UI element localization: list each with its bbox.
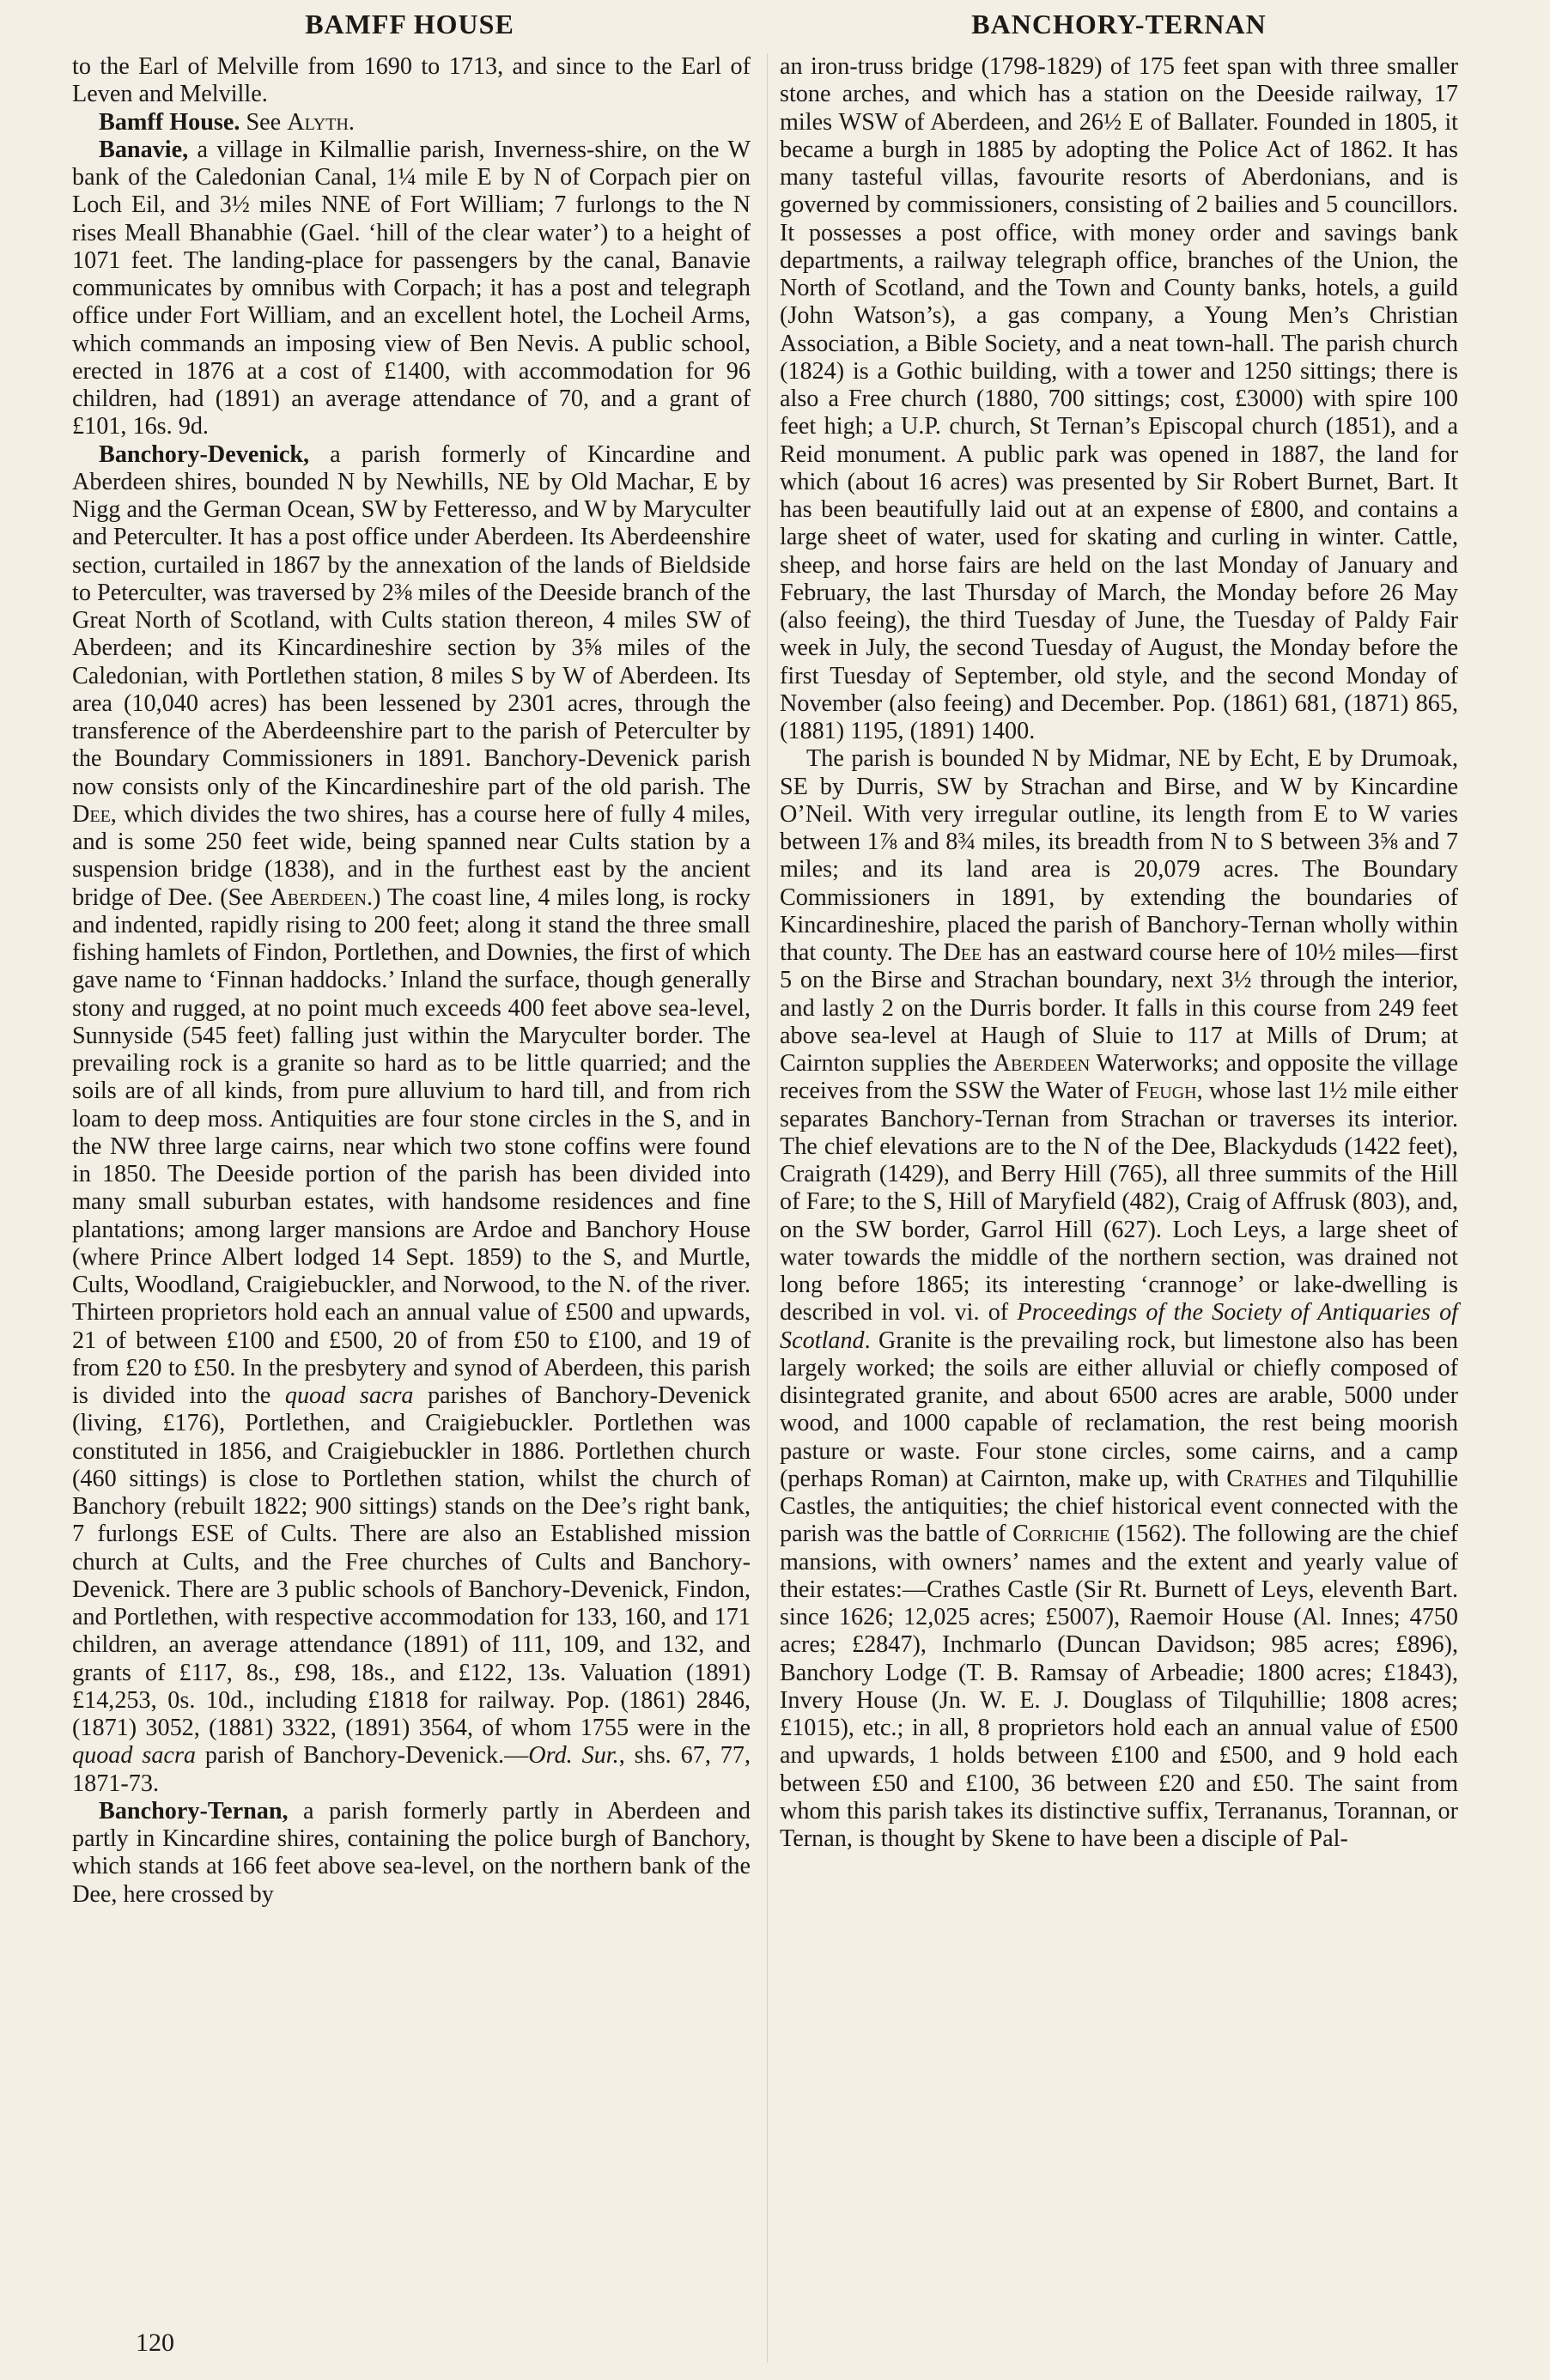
column-gutter: [767, 53, 768, 2363]
paragraph-text: , which divides the two shires, has a course here of fully 4 miles, and is some 250 feet wide, being spanned near Cults station by a suspension bridge (1838), and in the furthest east by the ancient bridge of Dee. (See: [72, 800, 751, 911]
continued-paragraph: [72, 53, 751, 109]
paragraph-text: has an eastward course here of 10½ miles—first 5 on the Birse and Strachan boundary, next 3½ through the interior, and lastly 2 on the Durris border. It falls in this course from 249 feet above sea-level at Haugh of Sluie to 117 at Mills of Drum; at Cairnton supplies the: [780, 939, 1459, 1077]
cross-reference: Aberdeen: [993, 1050, 1091, 1077]
paragraph-text: . Granite is the prevailing rock, but limestone also has been largely worked; the soils are either alluvial or chiefly composed of disintegrated granite, and about 6500 acres are arable, 5000 under wood, and 1000 capable of reclamation, the rest being moorish pasture or waste. Four stone circles, some cairns, and a camp (perhaps Roman) at Cairnton, make up, with: [780, 1327, 1458, 1492]
paragraph-text: and Tilquhillie Castles, the antiquities; the chief historical event connected with the parish was the battle of: [780, 1465, 1458, 1548]
paragraph-text: to the Earl of Melville from 1690 to 1713, and since to the Earl of Leven and Melville.: [72, 53, 751, 108]
gazetteer-entry: [72, 1798, 751, 1909]
cross-reference: Feugh: [1135, 1078, 1197, 1105]
page-number: 120: [136, 2328, 174, 2357]
entry-headword: Bamff House.: [99, 108, 240, 136]
entry-headword: Banchory-Devenick,: [99, 440, 310, 468]
cross-reference: Alyth: [287, 108, 349, 136]
paragraph-text: The parish is bounded N by Midmar, NE by Echt, E by Drumoak, SE by Durris, SW by Strachan and Birse, and W by Kincardine O’Neil. With very irregular outline, its length from E to W varies between 1⅞ and 8¾ miles, its breadth from N to S between 3⅝ and 7 miles; and its land area is 20,079 acres. The Boundary Commissioners in 1891, by extending the boundaries of Kincardineshire, placed the parish of Banchory-Ternan wholly within that county. The: [780, 745, 1458, 966]
paragraph-text: .) The coast line, 4 miles long, is rocky and indented, rapidly rising to 200 feet; along it stand the three small fishing hamlets of Findon, Portlethen, and Downies, the first of which gave name to ‘Finnan haddocks.’ Inland the surface, though generally stony and rugged, at no point much exceeds 400 feet above sea-level, Sunnyside (545 feet) falling just within the Maryculter border. The prevailing rock is a granite so hard as to be little quarried; and the soils are of all kinds, from pure alluvium to hard till, and from rich loam to deep moss. Antiquities are four stone circles in the S, and in the NW three large cairns, near which two stone coffins were found in 1850. The Deeside portion of the parish has been divided into many small suburban estates, with handsome residences and fine plantations; among larger mansions are Ardoe and Banchory House (where Prince Albert lodged 14 Sept. 1859) to the S, and Murtle, Cults, Woodland, Craigiebuckler, and Norwood, to the N. of the river. Thirteen proprietors hold each an annual value of £500 and upwards, 21 of between £100 and £500, 20 of from £50 to £100, and 19 of from £20 to £50. In the presbytery and synod of Aberdeen, this parish is divided into the: [72, 883, 751, 1409]
entry-headword: Banavie,: [99, 136, 189, 163]
paragraph-text: a village in Kilmallie parish, Inverness-shire, on the W bank of the Caledonian Canal, 1¼ mile E by N of Corpach pier on Loch Eil, and 3½ miles NNE of Fort William; 7 furlongs to the N rises Meall Bhanabhie (Gael. ‘hill of the clear water’) to a height of 1071 feet. The landing-place for passengers by the canal, Banavie communicates by omnibus with Corpach; it has a post and telegraph office under Fort William, and an excellent hotel, the Locheil Arms, which commands an imposing view of Ben Nevis. A public school, erected in 1876 at a cost of £1400, with accommodation for 96 children, had (1891) an average attendance of 70, and a grant of £101, 16s. 9d.: [72, 136, 751, 440]
paragraph-text: parish of Banchory-Devenick.—: [196, 1742, 529, 1770]
paragraph-text: an iron-truss bridge (1798-1829) of 175 feet span with three smaller stone arches, and which has a station on the Deeside railway, 17 miles WSW of Aberdeen, and 26½ E of Ballater. Founded in 1805, it became a burgh in 1885 by adopting the Police Act of 1862. It has many tasteful villas, favourite resorts of Aberdonians, and is governed by commissioners, consisting of 2 bailies and 5 councillors. It possesses a post office, with money order and savings bank departments, a railway telegraph office, branches of the Union, the North of Scotland, and the Town and County banks, hotels, a guild (John Watson’s), a gas company, a Young Men’s Christian Association, a Bible Society, and a neat town-hall. The parish church (1824) is a Gothic building, with a tower and 1250 sittings; there is also a Free church (1880, 700 sittings; cost, £3000) with spire 100 feet high; a U.P. church, St Ternan’s Episcopal church (1851), and a Reid monument. A public park was opened in 1887, the land for which (about 16 acres) was presented by Sir Robert Burnet, Bart. It has been beautifully laid out at an expense of £800, and contains a large sheet of water, used for skating and curling in winter. Cattle, sheep, and horse fairs are held on the last Monday of January and February, the last Thursday of March, the Monday before 26 May (also feeing), the third Tuesday of June, the Tuesday of Paldy Fair week in July, the second Tuesday of August, the Monday before the first Tuesday of September, old style, and the second Monday of November (also feeing) and December. Pop. (1861) 681, (1871) 865, (1881) 1195, (1891) 1400.: [780, 53, 1458, 744]
right-column: [780, 53, 1458, 1853]
paragraph-text: a parish formerly partly in Aberdeen and partly in Kincardine shires, containing the police burgh of Banchory, which stands at 166 feet above sea-level, on the northern bank of the Dee, here crossed by: [72, 1797, 751, 1908]
cross-reference: Crathes: [1226, 1465, 1308, 1492]
cross-reference: Corrichie: [1012, 1521, 1110, 1548]
cross-reference: Dee: [943, 939, 982, 966]
continued-paragraph: [780, 53, 1458, 745]
paragraph-text: See: [240, 108, 288, 136]
paragraph-text: , shs. 67, 77, 1871-73.: [72, 1742, 751, 1797]
paragraph-text: (1562). The following are the chief mansions, with owners’ names and the extent and yearly value of their estates:—Crathes Castle (Sir Rt. Burnett of Leys, eleventh Bart. since 1626; 12,025 acres; £5007), Raemoir House (Al. Innes; 4750 acres; £2847), Inchmarlo (Duncan Davidson; 985 acres; £896), Banchory Lodge (T. B. Ramsay of Arbeadie; 1800 acres; £1843), Invery House (Jn. W. E. J. Douglass of Tilquhillie; 1808 acres; £1015), etc.; in all, 8 proprietors hold each an annual value of £500 and upwards, 1 holds between £100 and £500, and 9 hold each between £50 and £100, 36 between £20 and £50. The saint from whom this parish takes its distinctive suffix, Terrananus, Torannan, or Ternan, is thought by Skene to have been a disciple of Pal-: [780, 1521, 1458, 1852]
cross-reference: Aberdeen: [270, 883, 367, 911]
paragraph-text: Waterworks; and opposite the village receives from the SSW the Water of: [780, 1050, 1458, 1105]
paragraph-text: , whose last 1½ mile either separates Banchory-Ternan from Strachan or traverses its interior. The chief elevations are to the N of the Dee, Blackyduds (1422 feet), Craigrath (1429), and Berry Hill (765), all three summits of the Hill of Fare; to the S, Hill of Maryfield (482), Craig of Affrusk (803), and, on the SW border, Garrol Hill (627). Loch Leys, a large sheet of water towards the middle of the northern section, was drained not long before 1865; its interesting ‘crannoge’ or lake-dwelling is described in vol. vi. of: [780, 1078, 1458, 1327]
gazetteer-entry: [72, 109, 751, 137]
body-paragraph: [780, 745, 1458, 1853]
running-head-left: BAMFF HOUSE: [305, 9, 514, 39]
paragraph-text: .: [348, 108, 355, 136]
italic-text: quoad sacra: [284, 1382, 414, 1409]
gazetteer-entry: [72, 441, 751, 1798]
left-column: [72, 53, 751, 1909]
paragraph-text: a parish formerly of Kincardine and Aberdeen shires, bounded N by Newhills, NE by Old Machar, E by Nigg and the German Ocean, SW by Fetteresso, and W by Maryculter and Peterculter. It has a post office under Aberdeen. Its Aberdeenshire section, curtailed in 1867 by the annexation of the lands of Bieldside to Peterculter, was traversed by 2⅜ miles of the Deeside branch of the Great North of Scotland, with Cults station thereon, 4 miles SW of Aberdeen; and its Kincardineshire section by 3⅝ miles of the Caledonian, with Portlethen station, 8 miles S by W of Aberdeen. Its area (10,040 acres) has been lessened by 2301 acres, through the transference of the Aberdeenshire part to the parish of Peterculter by the Boundary Commissioners in 1891. Banchory-Devenick parish now consists only of the Kincardineshire part of the old parish. The: [72, 440, 751, 800]
running-head-right: BANCHORY-TERNAN: [971, 9, 1267, 39]
gazetteer-entry: [72, 137, 751, 441]
entry-headword: Banchory-Ternan,: [99, 1797, 289, 1824]
italic-text: quoad sacra: [72, 1742, 197, 1770]
cross-reference: Dee: [72, 800, 111, 828]
italic-text: Proceedings of the Society of Antiquaries of Scotland: [780, 1299, 1458, 1354]
paragraph-text: parishes of Banchory-Devenick (living, £176), Portlethen, and Craigiebuckler. Portlethen was constituted in 1856, and Craigiebuckler in 1886. Portlethen church (460 sittings) is close to Portlethen station, whilst the church of Banchory (rebuilt 1822; 900 sittings) stands on the Dee’s right bank, 7 furlongs ESE of Cults. There are also an Established mission church at Cults, and the Free churches of Cults and Banchory-Devenick. There are 3 public schools of Banchory-Devenick, Findon, and Portlethen, with respective accommodation for 133, 160, and 171 children, an average attendance (1891) of 111, 109, and 132, and grants of £117, 8s., £98, 18s., and £122, 13s. Valuation (1891) £14,253, 0s. 10d., including £1818 for railway. Pop. (1861) 2846, (1871) 3052, (1881) 3322, (1891) 3564, of whom 1755 were in the: [72, 1382, 751, 1741]
italic-text: Ord. Sur.: [528, 1742, 619, 1770]
